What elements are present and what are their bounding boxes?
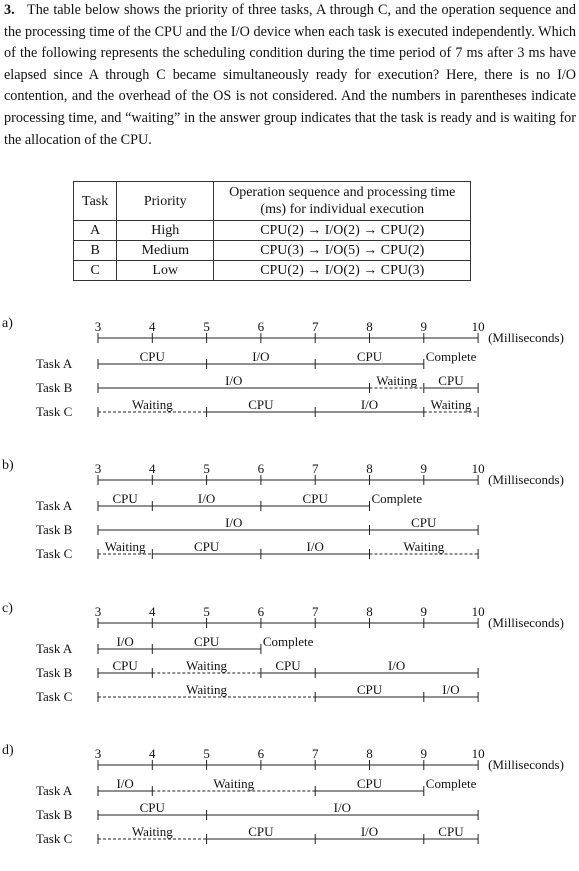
segment-label: CPU xyxy=(112,658,138,673)
segment-label: I/O xyxy=(116,776,134,791)
axis-unit-label: (Milliseconds) xyxy=(488,615,564,630)
task-row-label: Task B xyxy=(36,522,73,537)
segment-label: Waiting xyxy=(213,776,255,791)
segment-label: CPU xyxy=(248,397,274,412)
axis-tick-label: 10 xyxy=(471,319,485,334)
axis-tick-label: 9 xyxy=(420,604,428,619)
axis-tick-label: 7 xyxy=(311,319,319,334)
task-row-label: Task A xyxy=(36,356,73,371)
table-cell: CPU(2) → I/O(2) → CPU(3) xyxy=(214,261,471,281)
segment-label: CPU xyxy=(356,349,383,364)
header-priority: Priority xyxy=(117,182,214,221)
segment-label: CPU xyxy=(112,491,138,506)
question-number: 3. xyxy=(4,2,15,18)
task-row-label: Task C xyxy=(36,689,73,704)
axis-tick-label: 8 xyxy=(366,461,373,476)
axis-tick-label: 9 xyxy=(420,461,428,476)
segment-label: Waiting xyxy=(430,397,472,412)
axis-tick-label: 8 xyxy=(366,746,373,761)
segment-label: I/O xyxy=(252,349,270,364)
axis-tick-label: 10 xyxy=(471,461,485,476)
task-row-label: Task B xyxy=(36,807,73,822)
segment-label: I/O xyxy=(333,800,352,815)
segment-label: I/O xyxy=(116,634,134,649)
segment-label: Waiting xyxy=(403,539,445,554)
axis-tick-label: 10 xyxy=(471,746,485,761)
axis-tick-label: 4 xyxy=(149,319,156,334)
segment-label: CPU xyxy=(139,800,165,815)
axis-tick-label: 5 xyxy=(203,319,210,334)
segment-label: CPU xyxy=(411,515,437,530)
task-row-label: Task A xyxy=(36,498,73,513)
segment-label: I/O xyxy=(225,373,243,388)
option-d-label: d) xyxy=(2,743,14,758)
segment-label: Waiting xyxy=(376,373,418,388)
segment-label: I/O xyxy=(225,515,243,530)
segment-label: CPU xyxy=(193,539,220,554)
segment-label: CPU xyxy=(275,658,301,673)
segment-label: CPU xyxy=(356,682,383,697)
segment-label: I/O xyxy=(197,491,216,506)
complete-label: Complete xyxy=(425,349,477,364)
table-cell: CPU(3) → I/O(5) → CPU(2) xyxy=(214,241,471,261)
axis-tick-label: 4 xyxy=(149,461,156,476)
axis-tick-label: 8 xyxy=(366,604,373,619)
table-cell: A xyxy=(74,221,117,241)
axis-tick-label: 5 xyxy=(203,746,210,761)
task-row-label: Task C xyxy=(36,546,73,561)
axis-tick-label: 3 xyxy=(94,604,102,619)
task-row-label: Task B xyxy=(36,665,73,680)
axis-unit-label: (Milliseconds) xyxy=(488,472,564,487)
task-row-label: Task C xyxy=(36,404,73,419)
task-row-label: Task B xyxy=(36,380,73,395)
header-task: Task xyxy=(74,182,117,221)
table-cell: C xyxy=(74,261,117,281)
axis-tick-label: 10 xyxy=(471,604,485,619)
complete-label: Complete xyxy=(262,634,314,649)
axis-unit-label: (Milliseconds) xyxy=(488,330,564,345)
segment-label: CPU xyxy=(248,824,274,839)
axis-tick-label: 5 xyxy=(203,604,210,619)
table-cell: Low xyxy=(117,261,214,281)
axis-unit-label: (Milliseconds) xyxy=(488,757,564,772)
segment-label: Waiting xyxy=(186,682,228,697)
axis-tick-label: 6 xyxy=(257,604,265,619)
segment-label: Waiting xyxy=(186,658,228,673)
axis-tick-label: 3 xyxy=(94,746,102,761)
axis-tick-label: 7 xyxy=(311,604,319,619)
task-row-label: Task C xyxy=(36,831,73,846)
segment-label: I/O xyxy=(442,682,460,697)
segment-label: I/O xyxy=(306,539,324,554)
axis-tick-label: 3 xyxy=(94,319,102,334)
table-cell: B xyxy=(74,241,117,261)
segment-label: I/O xyxy=(387,658,406,673)
task-row-label: Task A xyxy=(36,641,73,656)
axis-tick-label: 7 xyxy=(311,746,319,761)
segment-label: Waiting xyxy=(104,539,146,554)
axis-tick-label: 7 xyxy=(311,461,319,476)
task-row-label: Task A xyxy=(36,783,73,798)
axis-tick-label: 3 xyxy=(94,461,102,476)
segment-label: CPU xyxy=(356,776,383,791)
segment-label: Waiting xyxy=(131,824,173,839)
table-cell: CPU(2) → I/O(2) → CPU(2) xyxy=(214,221,471,241)
segment-label: I/O xyxy=(360,397,379,412)
segment-label: CPU xyxy=(438,824,464,839)
axis-tick-label: 4 xyxy=(149,604,156,619)
header-operation: Operation sequence and processing time (ms) for individual execution xyxy=(214,182,471,221)
axis-tick-label: 8 xyxy=(366,319,373,334)
complete-label: Complete xyxy=(425,776,477,791)
axis-tick-label: 6 xyxy=(257,319,265,334)
segment-label: CPU xyxy=(193,634,220,649)
segment-label: Waiting xyxy=(131,397,173,412)
option-a-label: a) xyxy=(2,316,13,331)
table-cell: Medium xyxy=(117,241,214,261)
axis-tick-label: 5 xyxy=(203,461,210,476)
segment-label: CPU xyxy=(139,349,165,364)
axis-tick-label: 9 xyxy=(420,746,428,761)
axis-tick-label: 6 xyxy=(257,461,265,476)
question-body: The table below shows the priority of three tasks, A through C, and the operation sequence and the processing time of the CPU and the I/O device when each task is executed independently. Which of the following represents the scheduling condition during the time period of 7 ms after 3 ms have elapsed since A through C became simultaneously ready for execution? Here, there is no I/O contention, and the overhead of the OS is not considered. And the numbers in parentheses indicate processing time, and “waiting” in the answer group indicates that the task is ready and is waiting for the allocation of the CPU. xyxy=(4,2,576,148)
axis-tick-label: 9 xyxy=(420,319,428,334)
complete-label: Complete xyxy=(371,491,423,506)
segment-label: I/O xyxy=(360,824,379,839)
table-cell: High xyxy=(117,221,214,241)
axis-tick-label: 4 xyxy=(149,746,156,761)
segment-label: CPU xyxy=(438,373,464,388)
axis-tick-label: 6 xyxy=(257,746,265,761)
segment-label: CPU xyxy=(302,491,328,506)
option-b-label: b) xyxy=(2,458,14,473)
option-c-label: c) xyxy=(2,601,13,616)
